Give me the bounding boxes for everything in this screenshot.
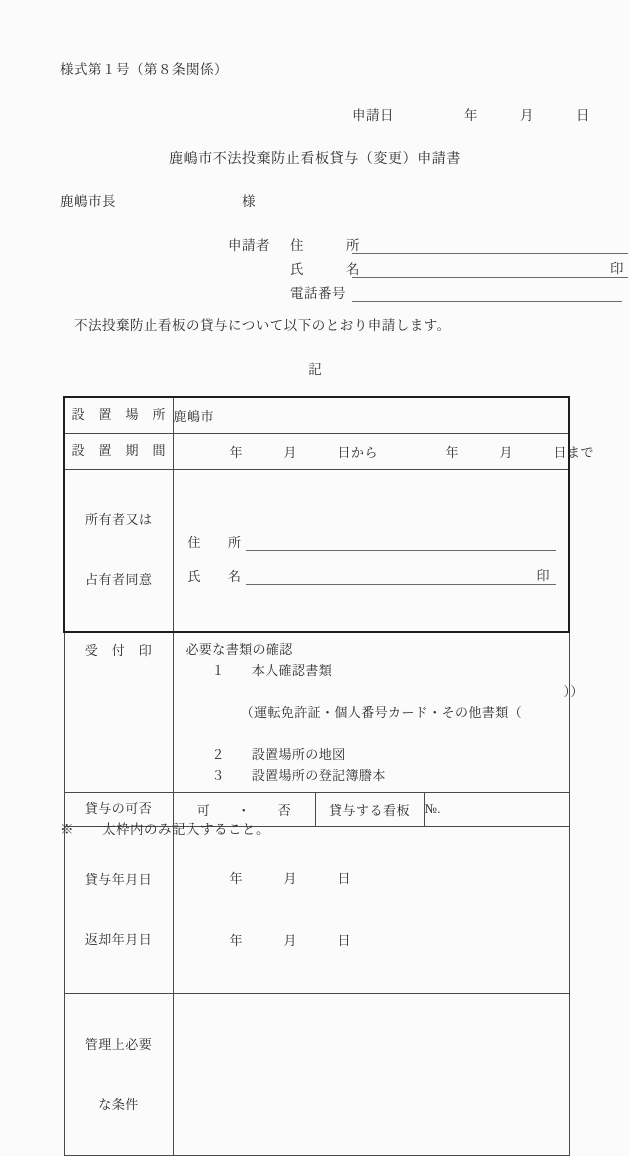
- numero-label: №.: [424, 801, 441, 817]
- install-place-label: 設 置 場 所: [64, 397, 173, 433]
- owner-consent-seal-mark: 印: [536, 568, 550, 584]
- docs-heading: 必要な書類の確認: [185, 641, 293, 657]
- docs-item-3: ３ 設置場所の登記簿謄本: [211, 767, 386, 783]
- table-row-install-period: [64, 433, 569, 469]
- receipt-documents-cell: [173, 632, 584, 793]
- install-period-label: 設 置 期 間: [64, 433, 173, 469]
- management-conditions-label-line1: 管理上必要: [84, 1036, 153, 1052]
- applicant-name-row: [228, 254, 628, 278]
- lend-date-value: 年 月 日: [229, 870, 352, 886]
- table-row-owner-consent: [64, 469, 569, 632]
- applicant-address-label: 住 所: [290, 238, 360, 253]
- statement-text: 不法投棄防止看板の貸与について以下のとおり申請します。: [74, 318, 451, 333]
- applicant-tel-label: 電話番号: [290, 286, 346, 301]
- owner-consent-address-row: [188, 517, 557, 551]
- addressee-line: 鹿嶋市長 様: [60, 194, 256, 209]
- lending-sign-label: 貸与する看板: [315, 792, 424, 826]
- docs-item-2: ２ 設置場所の地図: [211, 746, 346, 762]
- table-row-management-conditions: [64, 994, 569, 1156]
- owner-consent-address-label: 住 所: [187, 535, 242, 551]
- owner-consent-name-input[interactable]: [246, 568, 557, 585]
- receipt-seal-label: 受 付 印: [64, 632, 173, 793]
- owner-consent-address-input[interactable]: [246, 534, 557, 551]
- install-place-value[interactable]: [173, 397, 569, 433]
- owner-consent-label: [64, 469, 173, 632]
- lending-decision-label: 貸与の可否: [64, 792, 173, 826]
- owner-consent-name-row: [188, 551, 557, 585]
- applicant-address-input[interactable]: [352, 237, 628, 254]
- footnote-text: ※ 太枠内のみ記入すること。: [60, 822, 270, 837]
- return-date-value: 年 月 日: [229, 932, 352, 948]
- install-period-value[interactable]: [173, 433, 595, 469]
- docs-item-1: １ 本人確認書類: [211, 662, 333, 678]
- applicant-address-row: [228, 230, 628, 254]
- owner-consent-label-line2: 占有者同意: [84, 572, 153, 588]
- application-date-line: 申請日 年 月 日: [352, 108, 590, 123]
- applicant-tag: 申請者: [228, 238, 270, 253]
- applicant-tel-input[interactable]: [352, 285, 622, 302]
- docs-note-line: [186, 681, 584, 744]
- owner-consent-label-line1: 所有者又は: [84, 511, 153, 527]
- table-row-dates: [64, 826, 569, 993]
- lending-sign-number[interactable]: [424, 792, 569, 826]
- management-conditions-label: [64, 994, 173, 1156]
- install-place-text: 鹿嶋市: [173, 408, 215, 424]
- owner-consent-name-label: 氏 名: [187, 569, 242, 585]
- table-row-install-place: [64, 397, 569, 433]
- ki-mark: 記: [308, 362, 322, 377]
- return-date-label: 返却年月日: [84, 932, 153, 948]
- table-row-receipt-seal: [64, 632, 569, 793]
- management-conditions-label-line2: な条件: [98, 1097, 139, 1113]
- applicant-name-label: 氏 名: [290, 262, 360, 277]
- applicant-tel-row: [228, 278, 628, 302]
- form-number: 様式第１号（第８条関係）: [60, 62, 228, 77]
- install-period-text: 年 月 日から 年 月 日まで: [229, 444, 595, 460]
- applicant-name-input[interactable]: [352, 261, 628, 278]
- owner-consent-fields: [173, 469, 569, 632]
- dates-labels: [64, 826, 173, 993]
- dates-values[interactable]: [173, 826, 569, 993]
- lend-date-label: 貸与年月日: [84, 871, 153, 887]
- applicant-block: [228, 230, 628, 302]
- lending-decision-choices[interactable]: 可 ・ 否: [173, 792, 315, 826]
- applicant-seal-mark: 印: [610, 261, 624, 276]
- docs-note-suffix: ））: [563, 683, 584, 699]
- application-table: [63, 396, 595, 1156]
- management-conditions-value[interactable]: [173, 994, 569, 1156]
- document-title: 鹿嶋市不法投棄防止看板貸与（変更）申請書: [169, 152, 461, 167]
- docs-note-prefix: （運転免許証・個人番号カード・その他書類（: [240, 704, 523, 720]
